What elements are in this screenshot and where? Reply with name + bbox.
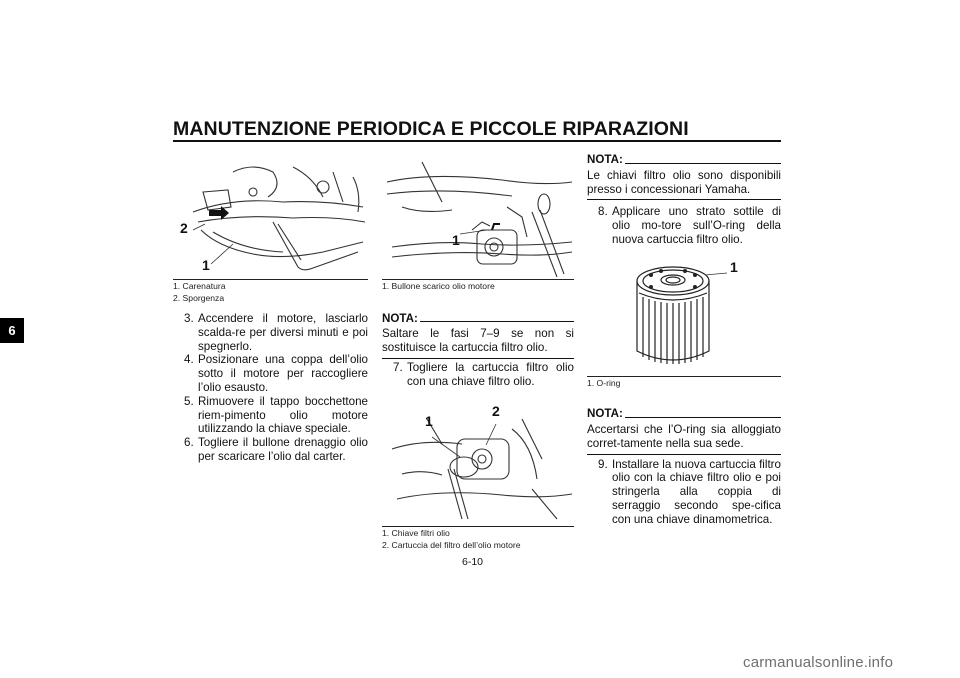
callout-1: 1	[452, 232, 460, 248]
steps-list	[173, 312, 368, 464]
steps-list	[382, 361, 574, 389]
step-item: 7. Togliere la cartuccia filtro olio con una chiave filtro olio.	[393, 360, 574, 388]
step-item: 6. Togliere il bullone drenaggio olio per scaricare l’olio dal carter.	[184, 436, 368, 463]
figure-captions	[173, 281, 368, 304]
figure-oil-filter	[587, 253, 781, 377]
caption-item: 1. Bullone scarico olio motore	[382, 281, 495, 291]
steps-list	[587, 205, 781, 246]
column-1	[173, 152, 368, 464]
step-item: 5. Rimuovere il tappo bocchettone riem-pimento olio motore utilizzando la chiave speciale.	[184, 394, 368, 436]
drain-bolt-illustration	[382, 152, 574, 279]
nota-end-rule	[587, 454, 781, 455]
nota-heading: NOTA:	[587, 407, 781, 421]
figure-filter-wrench	[382, 399, 574, 527]
callout-1: 1	[202, 257, 210, 273]
nota-box	[382, 312, 574, 359]
callout-1: 1	[425, 413, 433, 430]
nota-heading: NOTA:	[587, 153, 781, 167]
figure-fairing	[173, 152, 368, 280]
caption-item: 1. Chiave filtri olio	[382, 528, 450, 539]
nota-text: Accertarsi che l’O-ring sia alloggiato corret-tamente nella sua sede.	[587, 423, 781, 450]
step-item: 3. Accendere il motore, lasciarlo scalda-re per diversi minuti e poi spegnerlo.	[184, 312, 368, 353]
nota-end-rule	[587, 199, 781, 200]
caption-item: 2. Sporgenza	[173, 292, 225, 303]
caption-item: 1. Carenatura	[173, 281, 226, 291]
nota-end-rule	[382, 358, 574, 359]
callout-2: 2	[180, 220, 188, 236]
figure-captions	[587, 378, 781, 390]
header-rule	[173, 140, 781, 142]
step-item: 8. Applicare uno strato sottile di olio mo-tore sull’O-ring della nuova cartuccia filtro olio.	[598, 205, 781, 246]
chapter-tab: 6	[0, 318, 24, 343]
nota-heading: NOTA:	[382, 312, 574, 326]
nota-text: Le chiavi filtro olio sono disponibili presso i concessionari Yamaha.	[587, 168, 781, 196]
column-3	[587, 153, 781, 527]
nota-box	[587, 153, 781, 200]
column-2	[382, 152, 574, 551]
steps-list	[587, 458, 781, 527]
caption-item: 2. Cartuccia del filtro dell’olio motore	[382, 539, 521, 550]
nota-text: Saltare le fasi 7–9 se non si sostituisce la cartuccia filtro olio.	[382, 327, 574, 355]
oil-filter-illustration	[587, 253, 781, 376]
figure-captions	[382, 281, 574, 293]
caption-item: 1. O-ring	[587, 377, 621, 388]
step-item: 4. Posizionare una coppa dell’olio sotto il motore per raccogliere l’olio esausto.	[184, 353, 368, 394]
nota-box	[587, 407, 781, 454]
page-number: 6-10	[462, 556, 484, 568]
callout-2: 2	[492, 403, 500, 420]
callout-1: 1	[730, 258, 738, 275]
page-title: MANUTENZIONE PERIODICA E PICCOLE RIPARAZIONI	[173, 118, 689, 140]
watermark: carmanualsonline.info	[743, 654, 894, 671]
filter-wrench-illustration	[382, 399, 574, 526]
figure-drain-bolt	[382, 152, 574, 280]
step-item: 9. Installare la nuova cartuccia filtro olio con la chiave filtro olio e poi stringerla alla coppia di serraggio secondo spe-cifica con una chiave dinamometrica.	[598, 457, 781, 526]
figure-captions	[382, 528, 574, 551]
